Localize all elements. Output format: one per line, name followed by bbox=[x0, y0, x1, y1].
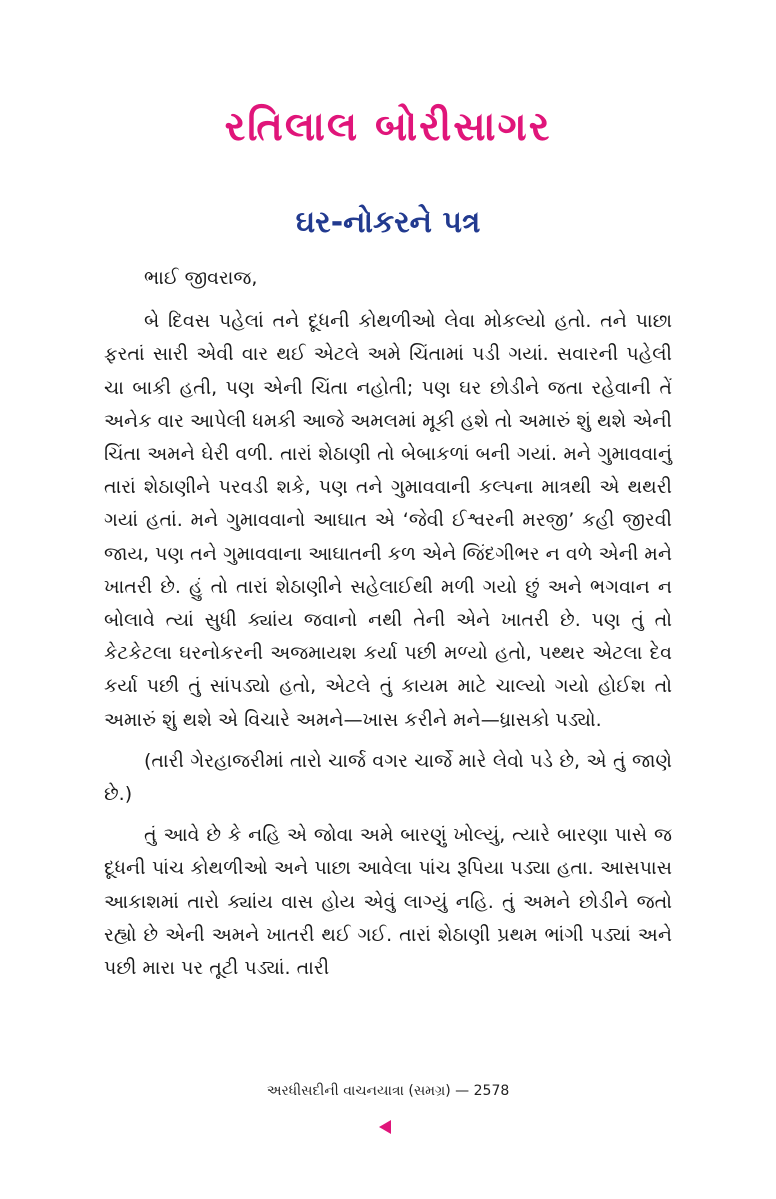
page-footer: અરધીસદીની વાચનયાત્રા (સમગ્ર) — 2578 bbox=[266, 1083, 510, 1099]
paragraph-3: તું આવે છે કે નહિ એ જોવા અમે બારણું ખોલ્યું, ત્યારે બારણા પાસે જ દૂધની પાંચ કોથળીઓ અને પાછા આવેલા પાંચ રૂપિયા પડ્યા હતા. આસપાસ આકાશમાં તારો ક્યાંય વાસ હોય એવું લાગ્યું નહિ. તું અમને છોડીને જતો રહ્યો છે એની અમને ખાતરી થઈ ગઈ. તારાં શેઠાણી પ્રથમ ભાંગી પડ્યાં અને પછી મારા પર તૂટી પડ્યાં. તારી bbox=[104, 824, 672, 980]
author-name: રતિલાલ બોરીસાગર bbox=[224, 104, 552, 150]
salutation: ભાઈ જીવરાજ, bbox=[144, 267, 258, 289]
article-body bbox=[104, 262, 672, 993]
previous-page-triangle-left-icon[interactable] bbox=[379, 1120, 391, 1134]
article-title: ઘર-નોકરને પત્ર bbox=[295, 205, 481, 240]
paragraph-1: બે દિવસ પહેલાં તને દૂધની કોથળીઓ લેવા મોકલ્યો હતો. તને પાછા ફરતાં સારી એવી વાર થઈ એટલે અમે ચિંતામાં પડી ગયાં. સવારની પહેલી ચા બાકી હતી, પણ એની ચિંતા નહોતી; પણ ઘર છોડીને જતા રહેવાની તેં અનેક વાર આપેલી ધમકી આજે અમલમાં મૂકી હશે તો અમારું શું થશે એની ચિંતા અમને ઘેરી વળી. તારાં શેઠાણી તો બેબાકળાં બની ગયાં. મને ગુમાવવાનું તારાં શેઠાણીને પરવડી શકે, પણ તને ગુમાવવાની કલ્પના માત્રથી એ થથરી ગયાં હતાં. મને ગુમાવવાનો આઘાત એ ‘જેવી ઈશ્વરની મરજી’ કહી જીરવી જાય, પણ તને ગુમાવવાના આઘાતની કળ એને જિંદગીભર ન વળે એની મને ખાતરી છે. હું તો તારાં શેઠાણીને સહેલાઈથી મળી ગયો છું અને ભગવાન ન બોલાવે ત્યાં સુધી ક્યાંય જવાનો નથી તેની એને ખાતરી છે. પણ તું તો કેટકેટલા ઘરનોકરની અજમાયશ કર્યા પછી મળ્યો હતો, પથ્થર એટલા દેવ કર્યા પછી તું સાંપડ્યો હતો, એટલે તું કાયમ માટે ચાલ્યો ગયો હોઈશ તો અમારું શું થશે એ વિચારે અમને—ખાસ કરીને મને—ધ્રાસકો પડ્યો. bbox=[104, 310, 672, 731]
paragraph-2: (તારી ગેરહાજરીમાં તારો ચાર્જ વગર ચાર્જે મારે લેવો પડે છે, એ તું જાણે છે.) bbox=[104, 749, 672, 806]
